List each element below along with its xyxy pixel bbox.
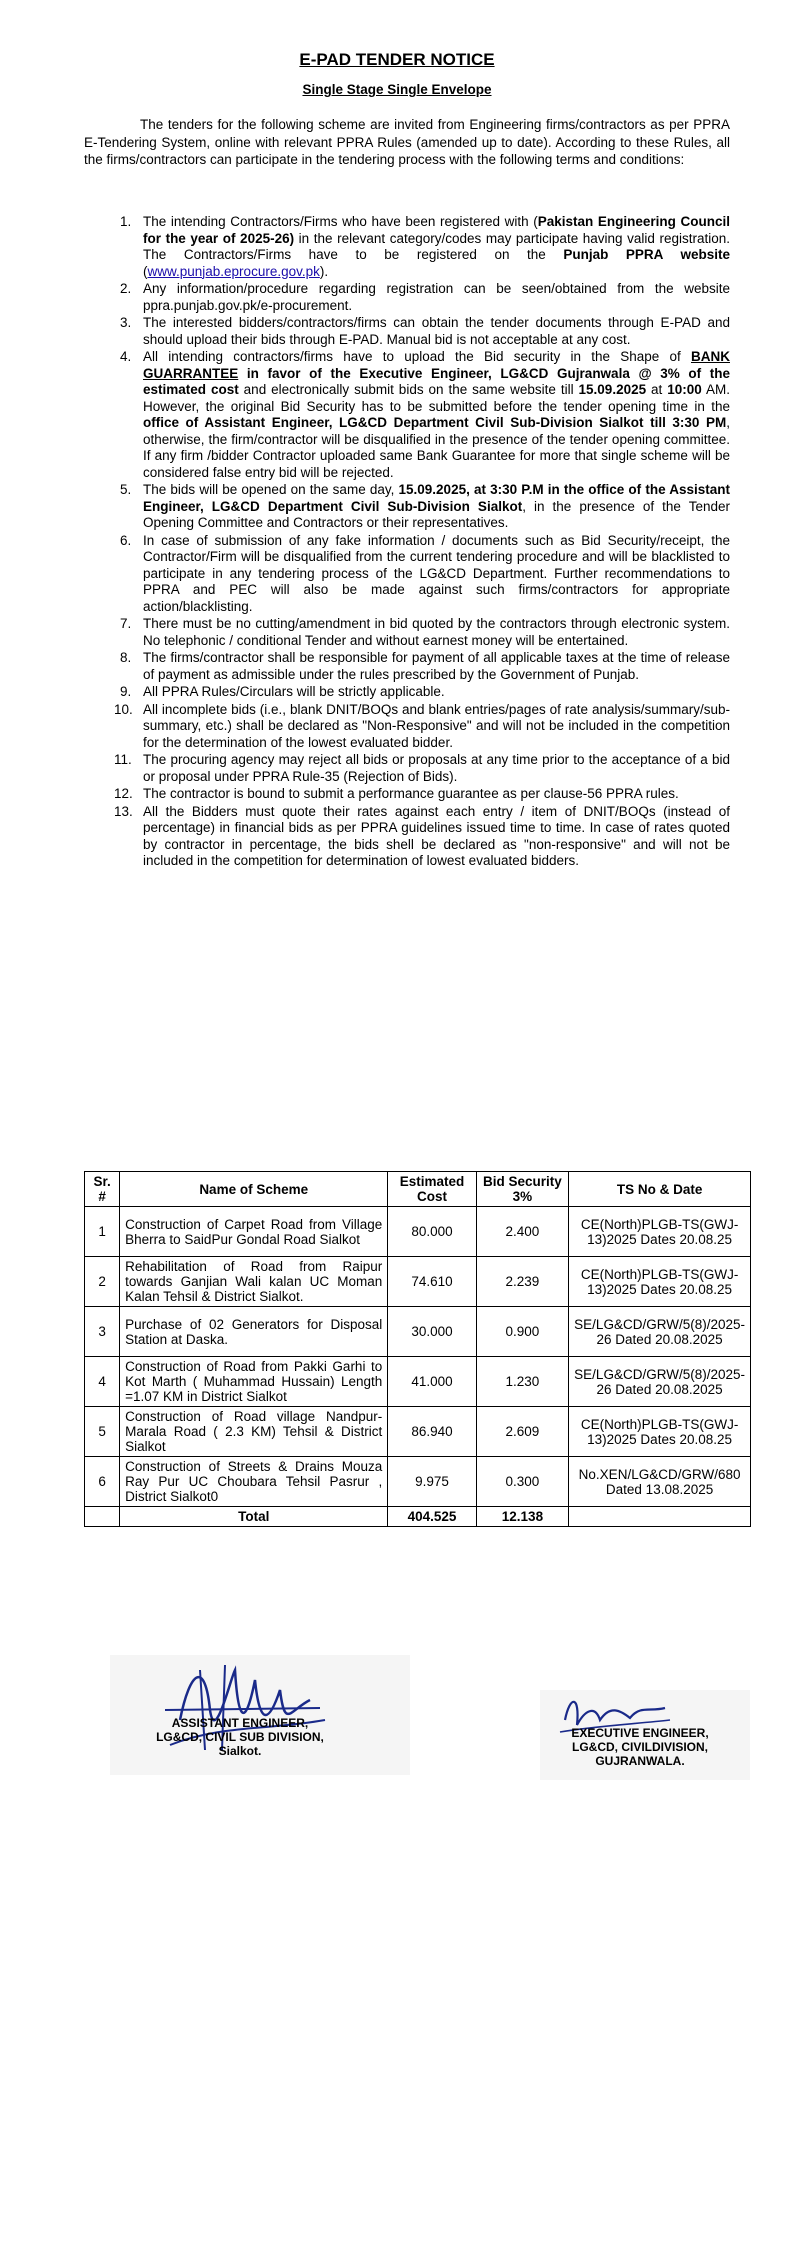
table-row bbox=[85, 1457, 751, 1507]
cell-name: Construction of Streets & Drains Mouza Ray Pur UC Choubara Tehsil Pasrur , District Sialkot0 bbox=[120, 1457, 388, 1507]
term-text: , in the presence of the Tender Opening Committee and Contractors or their representatives. bbox=[143, 498, 730, 530]
term-number: 8. bbox=[120, 650, 132, 665]
term-item bbox=[114, 281, 730, 314]
cell-security: 0.300 bbox=[476, 1457, 568, 1507]
cell-ts: CE(North)PLGB-TS(GWJ-13)2025 Dates 20.08.25 bbox=[569, 1407, 751, 1457]
cell-name: Construction of Road from Pakki Garhi to Kot Marth ( Muhammad Hussain) Length =1.07 KM in District Sialkot bbox=[120, 1357, 388, 1407]
cell-name: Construction of Carpet Road from Village Bherra to SaidPur Gondal Road Sialkot bbox=[120, 1207, 388, 1257]
cell-sr: 1 bbox=[85, 1207, 120, 1257]
header-sr: Sr. # bbox=[85, 1172, 120, 1207]
term-text: and electronically submit bids on the same website till bbox=[238, 382, 579, 397]
term-item bbox=[114, 804, 730, 870]
term-number: 9. bbox=[120, 684, 132, 699]
signatory-location: GUJRANWALA. bbox=[595, 1754, 685, 1768]
term-bold: in favor of the Executive Engineer, LG&CD Gujranwala @ 3% of the estimated cost bbox=[143, 365, 730, 397]
term-item bbox=[114, 684, 730, 701]
term-text: In case of submission of any fake information / documents such as Bid Security/receipt, the Contractor/Firm will be disqualified from the current tendering procedure and will be blacklisted to participate in any tendering process of the LG&CD Department. Further recommendations to PPRA and PEC will also be made against such firms/contractors for appropriate action/blacklisting. bbox=[143, 532, 730, 614]
term-bold: office of Assistant Engineer, LG&CD Department Civil Sub-Division Sialkot till 3:30 PM bbox=[143, 415, 727, 430]
term-number: 5. bbox=[120, 482, 132, 497]
term-bold: Punjab PPRA website bbox=[563, 247, 730, 262]
signatory-office: LG&CD, CIVIL SUB DIVISION, bbox=[156, 1730, 324, 1744]
cell-security: 2.609 bbox=[476, 1407, 568, 1457]
term-item bbox=[114, 786, 730, 803]
header-name: Name of Scheme bbox=[120, 1172, 388, 1207]
cell-ts: SE/LG&CD/GRW/5(8)/2025-26 Dated 20.08.2025 bbox=[569, 1357, 751, 1407]
term-item bbox=[114, 533, 730, 616]
term-text: All PPRA Rules/Circulars will be strictly applicable. bbox=[143, 684, 445, 699]
table-header-row bbox=[85, 1172, 751, 1207]
table-row bbox=[85, 1407, 751, 1457]
table-row bbox=[85, 1257, 751, 1307]
cell-cost: 80.000 bbox=[388, 1207, 476, 1257]
executive-engineer-signature-block bbox=[540, 1726, 740, 1768]
term-bold: 15.09.2025 bbox=[578, 382, 647, 397]
term-text: All incomplete bids (i.e., blank DNIT/BOQs and blank entries/pages of rate analysis/summary/sub-summary, etc.) shall be declared as "Non-Responsive" and will not be included in the competition for the determination of the lowest evaluated bidder. bbox=[143, 701, 730, 750]
term-number: 1. bbox=[120, 214, 132, 229]
term-number: 6. bbox=[120, 532, 132, 548]
cell-cost: 30.000 bbox=[388, 1307, 476, 1357]
cell-empty bbox=[569, 1507, 751, 1527]
term-text: , otherwise, the firm/contractor will be disqualified in the presence of the tender opening committee. If any firm /bidder Contractor uploaded same Bank Guarantee for more that single scheme will be considered false entry bid will be rejected. bbox=[143, 415, 730, 480]
term-bold: 10:00 bbox=[667, 382, 702, 397]
term-text: All intending contractors/firms have to upload the Bid security in the Shape of bbox=[143, 349, 691, 364]
term-number: 10. bbox=[114, 701, 133, 717]
cell-cost: 74.610 bbox=[388, 1257, 476, 1307]
term-bold: 15.09.2025, at 3:30 P.M in the office of the Assistant Engineer, LG&CD Department Civil Sub-Division Sialkot bbox=[143, 482, 730, 514]
cell-sr: 2 bbox=[85, 1257, 120, 1307]
cell-security: 0.900 bbox=[476, 1307, 568, 1357]
term-number: 4. bbox=[120, 349, 132, 364]
schemes-table bbox=[84, 1171, 751, 1527]
notice-title: E-PAD TENDER NOTICE bbox=[299, 50, 495, 69]
term-text: All the Bidders must quote their rates against each entry / item of DNIT/BOQs (instead of percentage) in financial bids as per PPRA guidelines issued time to time. In case of rates quoted by contractor in percentage, the bids shell be declared as "non-responsive" and will not be included in the competition for determination of lowest evaluated bidders. bbox=[143, 803, 730, 868]
total-cost: 404.525 bbox=[388, 1507, 476, 1527]
cell-sr: 4 bbox=[85, 1357, 120, 1407]
term-item bbox=[114, 650, 730, 683]
cell-name: Purchase of 02 Generators for Disposal Station at Daska. bbox=[120, 1307, 388, 1357]
term-text: in the relevant category/codes may participate having valid registration. The Contractors/Firms have to be registered on the bbox=[143, 230, 730, 262]
term-number: 11. bbox=[114, 752, 132, 767]
term-text: The intending Contractors/Firms who have been registered with ( bbox=[143, 214, 538, 229]
term-item bbox=[114, 482, 730, 532]
term-text: The firms/contractor shall be responsible for payment of all applicable taxes at the time of release of payment as admissible under the rules prescribed by the Government of Punjab. bbox=[143, 650, 730, 682]
cell-security: 2.239 bbox=[476, 1257, 568, 1307]
cell-security: 1.230 bbox=[476, 1357, 568, 1407]
term-text: The bids will be opened on the same day, bbox=[143, 482, 399, 497]
cell-sr: 3 bbox=[85, 1307, 120, 1357]
term-text: There must be no cutting/amendment in bid quoted by the contractors through electronic system. No telephonic / conditional Tender and without earnest money will be entertained. bbox=[143, 616, 730, 648]
term-item bbox=[114, 349, 730, 481]
cell-empty bbox=[85, 1507, 120, 1527]
term-item bbox=[114, 214, 730, 280]
term-text: The interested bidders/contractors/firms can obtain the tender documents through E-PAD and should upload their bids through E-PAD. Manual bid is not acceptable at any cost. bbox=[143, 315, 730, 347]
cell-security: 2.400 bbox=[476, 1207, 568, 1257]
header-security: Bid Security 3% bbox=[476, 1172, 568, 1207]
term-number: 13. bbox=[114, 803, 133, 819]
term-item bbox=[114, 752, 730, 785]
table-row bbox=[85, 1207, 751, 1257]
term-number: 3. bbox=[120, 315, 132, 330]
term-text: at bbox=[646, 382, 668, 397]
term-text: The procuring agency may reject all bids or proposals at any time prior to the acceptance of a bid or proposal under PPRA Rule-35 (Rejection of Bids). bbox=[143, 752, 730, 784]
term-number: 7. bbox=[120, 616, 132, 631]
cell-sr: 5 bbox=[85, 1407, 120, 1457]
cell-cost: 9.975 bbox=[388, 1457, 476, 1507]
term-number: 12. bbox=[114, 786, 133, 801]
total-security: 12.138 bbox=[476, 1507, 568, 1527]
term-text: The contractor is bound to submit a performance guarantee as per clause-56 PPRA rules. bbox=[143, 786, 679, 801]
cell-name: Rehabilitation of Road from Raipur towards Ganjian Wali kalan UC Moman Kalan Tehsil & District Sialkot. bbox=[120, 1257, 388, 1307]
signatory-location: Sialkot. bbox=[218, 1744, 262, 1758]
term-bold: Pakistan Engineering Council for the year of 2025-26) bbox=[143, 214, 730, 246]
assistant-engineer-signature-block bbox=[120, 1716, 360, 1758]
terms-list bbox=[114, 214, 730, 871]
term-item bbox=[114, 616, 730, 649]
term-text: ( bbox=[143, 263, 148, 279]
notice-subtitle: Single Stage Single Envelope bbox=[302, 82, 492, 97]
term-item bbox=[114, 702, 730, 752]
signatory-title: EXECUTIVE ENGINEER, bbox=[571, 1726, 709, 1740]
cell-ts: CE(North)PLGB-TS(GWJ-13)2025 Dates 20.08.25 bbox=[569, 1207, 751, 1257]
cell-cost: 86.940 bbox=[388, 1407, 476, 1457]
cell-sr: 6 bbox=[85, 1457, 120, 1507]
table-row bbox=[85, 1307, 751, 1357]
term-text: ). bbox=[319, 263, 329, 279]
cell-ts: CE(North)PLGB-TS(GWJ-13)2025 Dates 20.08.25 bbox=[569, 1257, 751, 1307]
table-row bbox=[85, 1357, 751, 1407]
intro-paragraph: The tenders for the following scheme are invited from Engineering firms/contractors as per PPRA E-Tendering System, online with relevant PPRA Rules (amended up to date). According to these Rules, all the firms/contractors can participate in the tendering process with the following terms and conditions: bbox=[84, 117, 730, 167]
term-text: Any information/procedure regarding registration can be seen/obtained from the website ppra.punjab.gov.pk/e-procurement. bbox=[143, 281, 730, 313]
table-total-row bbox=[85, 1507, 751, 1527]
signatory-title: ASSISTANT ENGINEER, bbox=[171, 1716, 309, 1730]
header-cost: Estimated Cost bbox=[388, 1172, 476, 1207]
term-item bbox=[114, 315, 730, 348]
cell-ts: No.XEN/LG&CD/GRW/680 Dated 13.08.2025 bbox=[569, 1457, 751, 1507]
cell-cost: 41.000 bbox=[388, 1357, 476, 1407]
term-number: 2. bbox=[120, 281, 132, 296]
signatory-office: LG&CD, CIVILDIVISION, bbox=[571, 1740, 708, 1754]
term-bold-underline: BANK GUARRANTEE bbox=[143, 349, 730, 381]
total-label: Total bbox=[120, 1507, 388, 1527]
cell-ts: SE/LG&CD/GRW/5(8)/2025-26 Dated 20.08.2025 bbox=[569, 1307, 751, 1357]
header-ts: TS No & Date bbox=[569, 1172, 751, 1207]
cell-name: Construction of Road village Nandpur-Marala Road ( 2.3 KM) Tehsil & District Sialkot bbox=[120, 1407, 388, 1457]
ppra-website-link[interactable]: www.punjab.eprocure.gov.pk bbox=[147, 263, 320, 279]
term-text: AM. However, the original Bid Security has to be submitted before the tender opening time in the bbox=[143, 382, 730, 414]
